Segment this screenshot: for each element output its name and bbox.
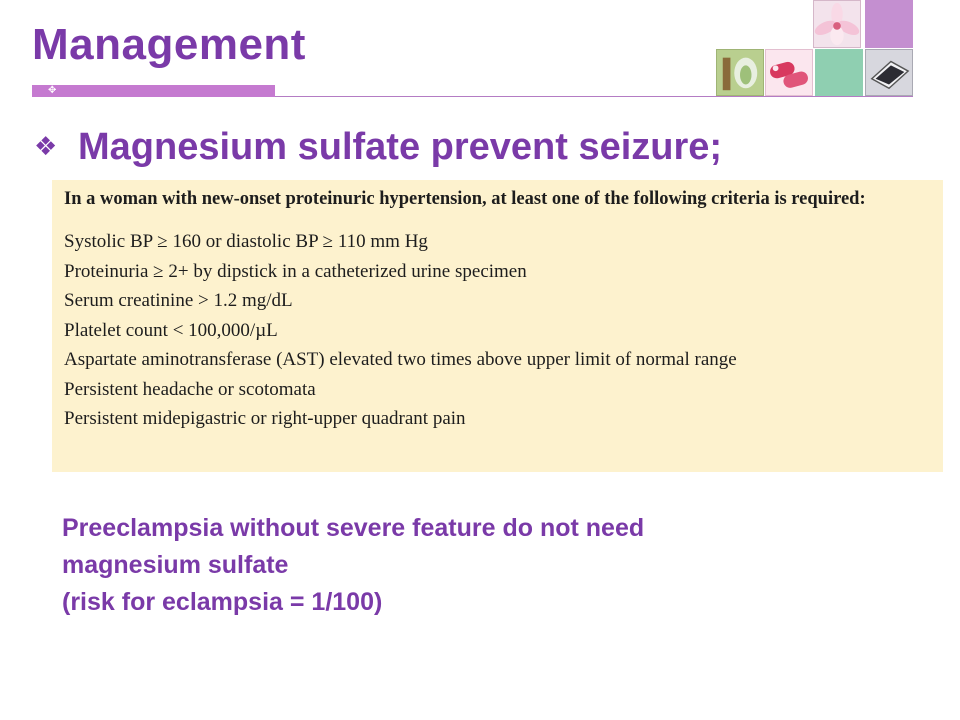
note-line: Preeclampsia without severe feature do not need [62, 514, 645, 542]
green-tile [815, 49, 863, 96]
note-line: magnesium sulfate [62, 551, 289, 579]
leaves-icon [716, 49, 764, 96]
diamond-bullet-icon: ❖ [34, 132, 58, 162]
note-line: (risk for eclampsia = 1/100) [62, 588, 383, 616]
header-divider [275, 96, 913, 97]
criteria-item: Persistent headache or scotomata [64, 378, 316, 400]
small-diamond-icon: ✥ [48, 85, 57, 96]
main-bullet-text: Magnesium sulfate prevent seizure; [78, 125, 723, 168]
criteria-item: Proteinuria ≥ 2+ by dipstick in a catheterized urine specimen [64, 260, 527, 282]
title-accent-bar [32, 85, 275, 97]
purple-tile [865, 0, 913, 48]
candle-icon [765, 49, 813, 96]
gift-box-icon [865, 49, 913, 96]
note-text [62, 510, 922, 621]
criteria-intro: In a woman with new-onset proteinuric hypertension, at least one of the following criteria is required: [64, 189, 866, 209]
criteria-item: Persistent midepigastric or right-upper quadrant pain [64, 408, 466, 429]
criteria-item: Systolic BP ≥ 160 or diastolic BP ≥ 110 mm Hg [64, 231, 428, 252]
criteria-item: Platelet count < 100,000/µL [64, 319, 278, 341]
criteria-item: Aspartate aminotransferase (AST) elevated two times above upper limit of normal range [64, 349, 737, 370]
slide-title: Management [32, 20, 306, 69]
main-bullet [34, 122, 722, 172]
flower-icon [813, 0, 861, 48]
criteria-list [64, 227, 933, 434]
criteria-box [52, 180, 943, 472]
criteria-item: Serum creatinine > 1.2 mg/dL [64, 290, 293, 311]
